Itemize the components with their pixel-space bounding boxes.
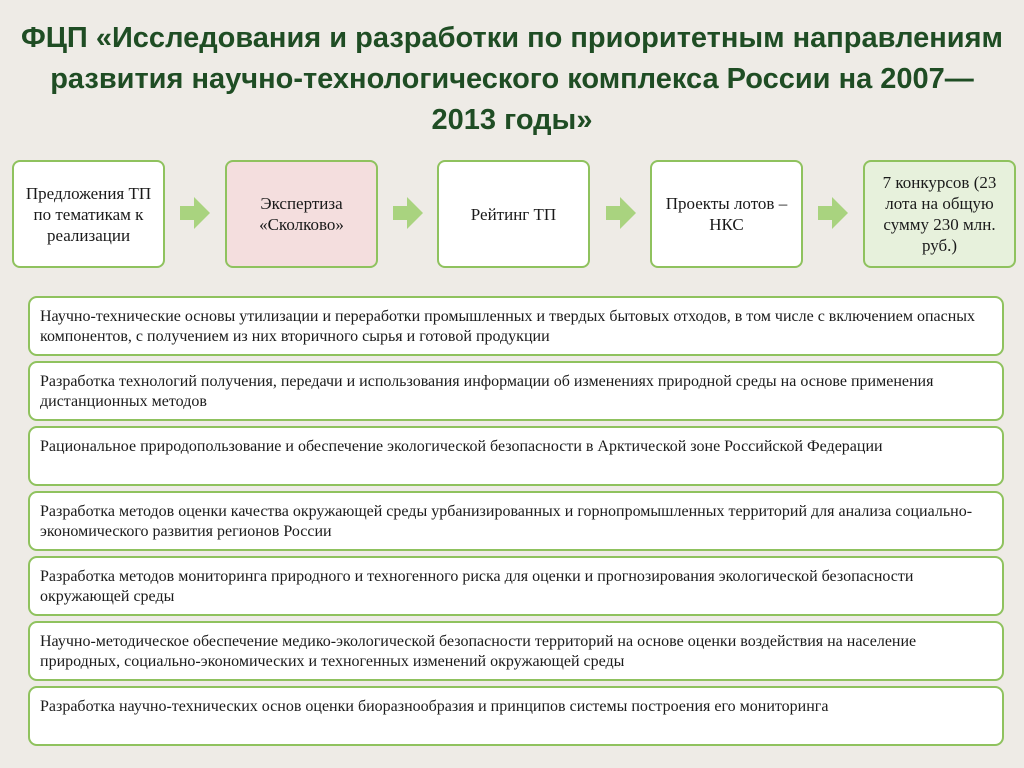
topic-list <box>28 296 1004 751</box>
right-arrow-icon <box>393 197 423 229</box>
page-title: ФЦП «Исследования и разработки по приоритетным направлениям развития научно-технологического комплекса России на 2007—2013 годы» <box>21 22 1003 136</box>
flow-step-label: 7 конкурсов (23 лота на общую сумму 230 млн. руб.) <box>882 173 997 255</box>
flow-step-label: Рейтинг ТП <box>470 204 557 224</box>
right-arrow-icon <box>180 197 210 229</box>
right-arrow-icon <box>818 197 848 229</box>
flow-step-label: Проекты лотов – НКС <box>665 194 788 234</box>
process-flow <box>0 0 1024 280</box>
flow-step-proposals <box>12 160 165 268</box>
flow-step-label: Предложения ТП по тематикам к реализации <box>25 183 152 245</box>
flow-step-projects <box>650 160 803 268</box>
topic-item: Разработка технологий получения, передачи и использования информации об изменениях природной среды на основе применения дистанционных методов <box>28 361 1004 421</box>
topic-item: Разработка методов мониторинга природного и техногенного риска для оценки и прогнозирования экологической безопасности окружающей среды <box>28 556 1004 616</box>
flow-step-label: Экспертиза «Сколково» <box>259 194 344 234</box>
topic-item: Научно-технические основы утилизации и переработки промышленных и твердых бытовых отходов, в том числе с включением опасных компонентов, с получением из них вторичного сырья и готовой продукции <box>28 296 1004 356</box>
flow-step-contests <box>863 160 1016 268</box>
flow-step-rating <box>437 160 590 268</box>
topic-item: Рациональное природопользование и обеспечение экологической безопасности в Арктической зоне Российской Федерации <box>28 426 1004 486</box>
topic-item: Разработка методов оценки качества окружающей среды урбанизированных и горнопромышленных территорий для анализа социально-экономического развития регионов России <box>28 491 1004 551</box>
topic-item: Научно-методическое обеспечение медико-экологической безопасности территорий на основе оценки воздействия на население природных, социально-экономических и техногенных изменений окружающей среды <box>28 621 1004 681</box>
right-arrow-icon <box>606 197 636 229</box>
topic-item: Разработка научно-технических основ оценки биоразнообразия и принципов системы построения его мониторинга <box>28 686 1004 746</box>
flow-step-expertise <box>225 160 378 268</box>
